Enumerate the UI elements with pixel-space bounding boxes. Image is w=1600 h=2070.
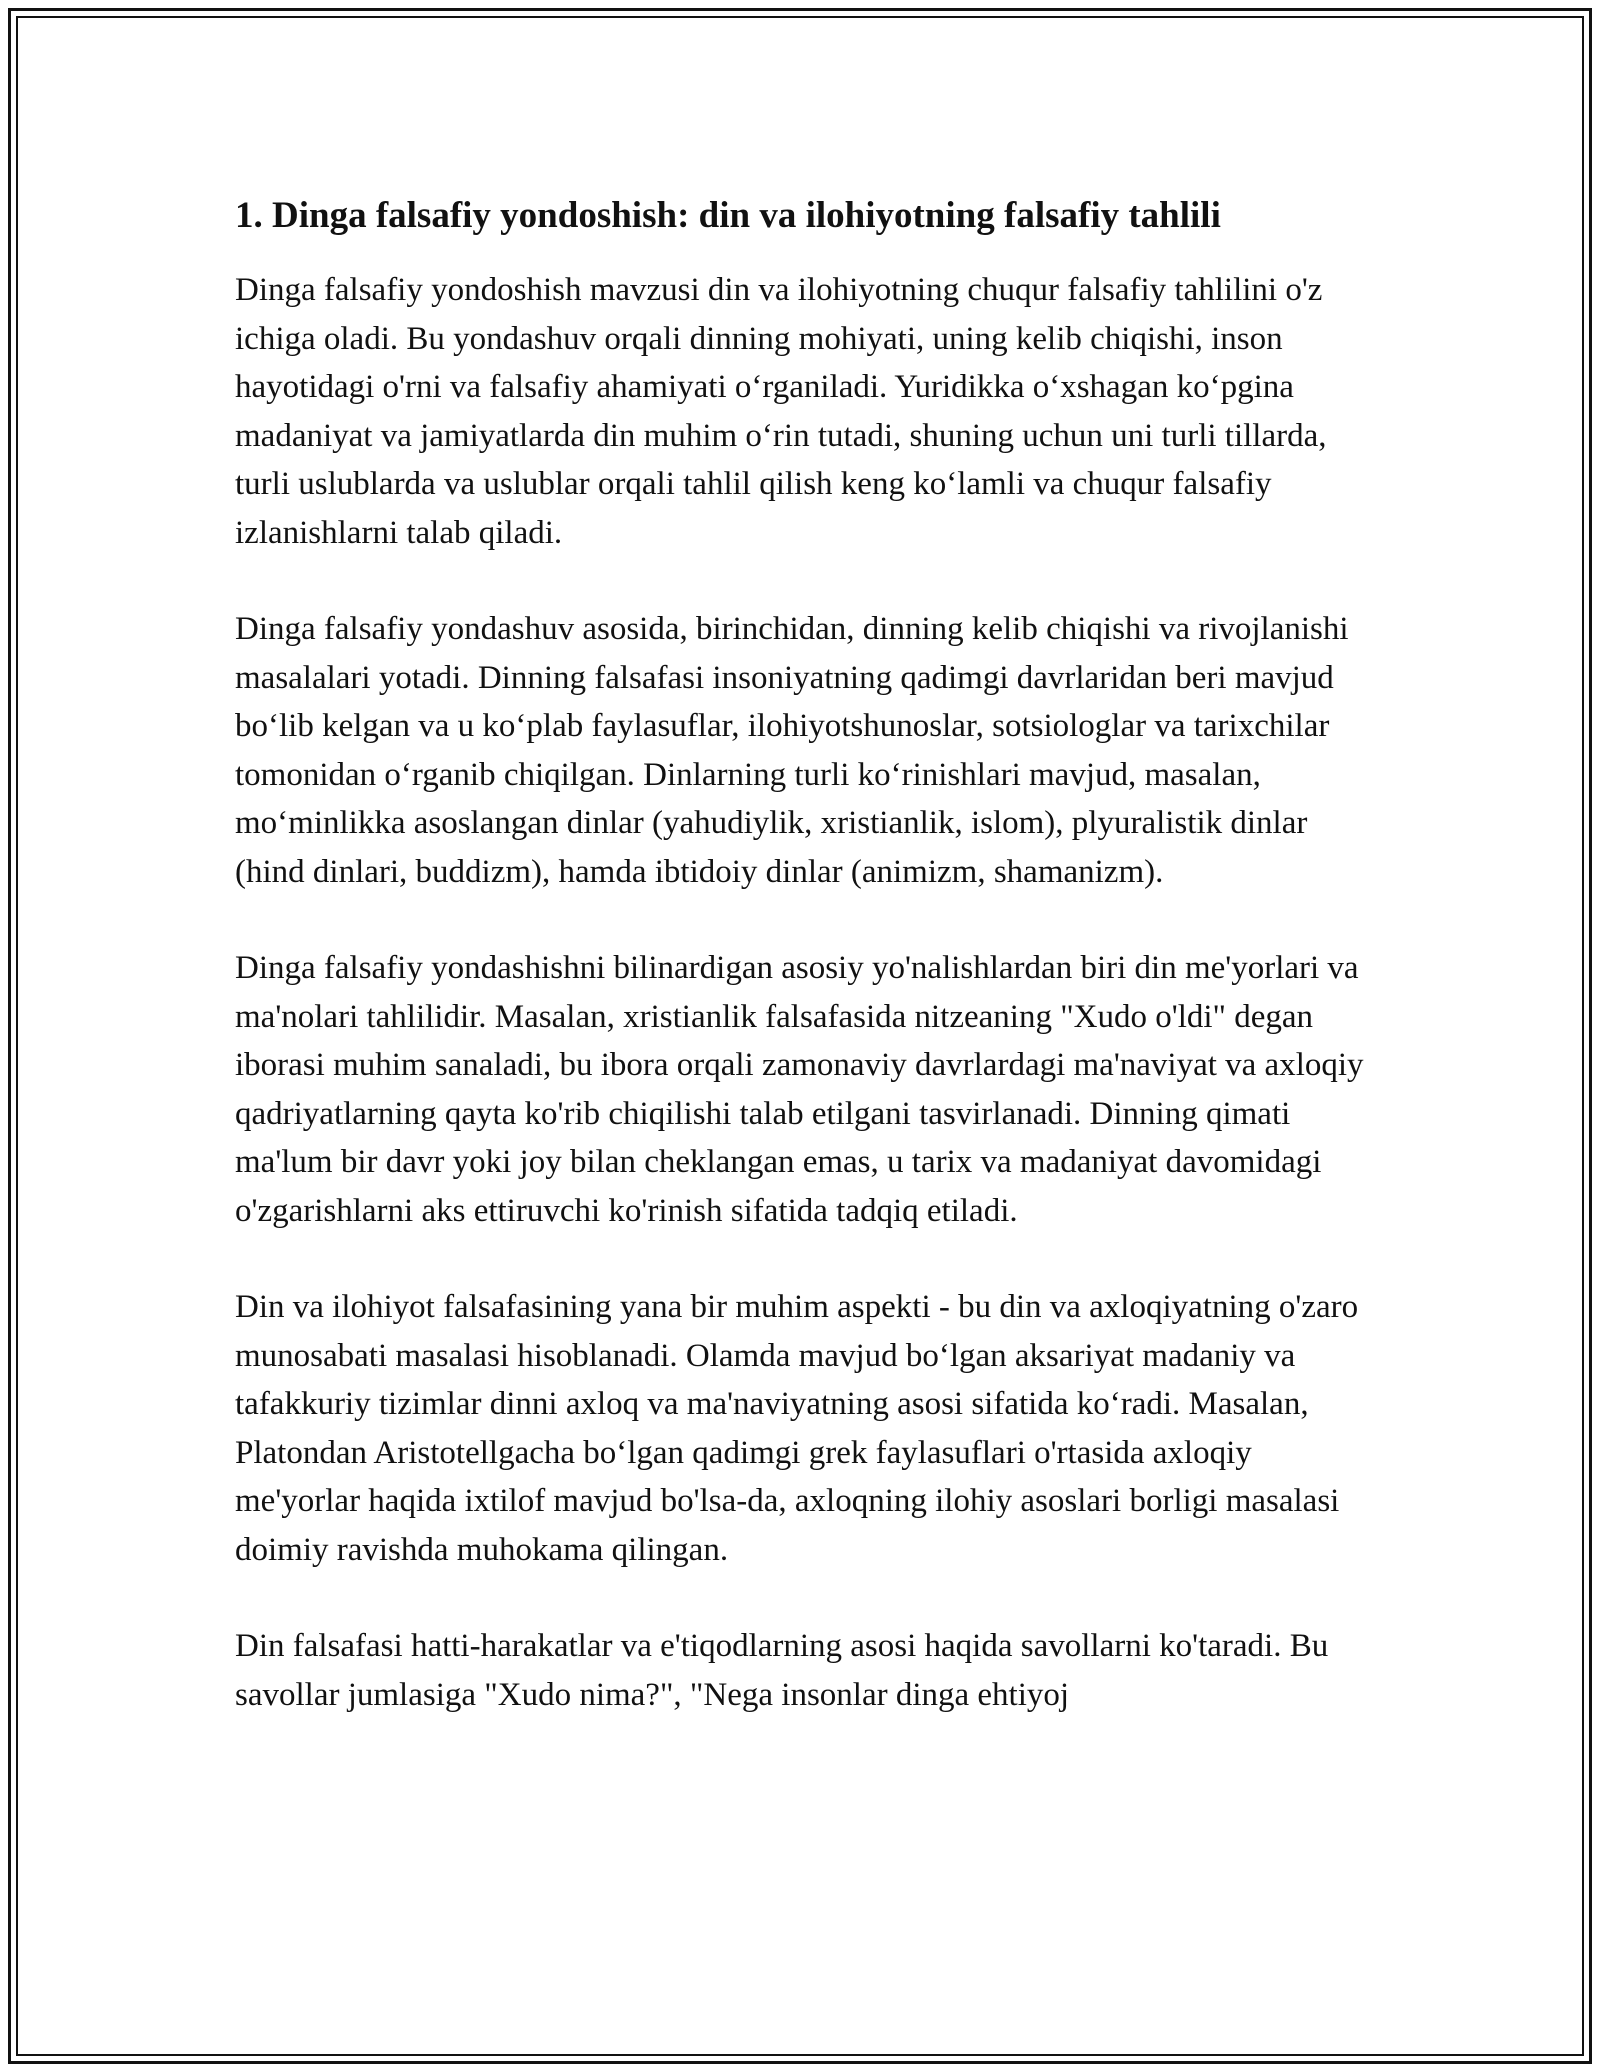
paragraph-1: Dinga falsafiy yondoshish mavzusi din va ilohiyotning chuqur falsafiy tahlilini o'z ichiga oladi. Bu yondashuv orqali dinning mohiyati, uning kelib chiqishi, inson hayotidagi o'rni va falsafiy ahamiyati o‘rganiladi. Yuridikka o‘xshagan ko‘pgina madaniyat va jamiyatlarda din muhim o‘rin tutadi, shuning uchun uni turli tillarda, turli uslublarda va uslublar orqali tahlil qilish keng ko‘lamli va chuqur falsafiy izlanishlarni talab qiladi. — [235, 272, 1327, 551]
paragraph-3: Dinga falsafiy yondashishni bilinardigan asosiy yo'nalishlardan biri din me'yorlari va ma'nolari tahlilidir. Masalan, xristianlik falsafasida nitzeaning "Xudo o'ldi" degan iborasi muhim sanaladi, bu ibora orqali zamonaviy davrlardagi ma'naviyat va axloqiy qadriyatlarning qayta ko'rib chiqilishi talab etilgani tasvirlanadi. Dinning qimati ma'lum bir davr yoki joy bilan cheklangan emas, u tarix va madaniyat davomidagi o'zgarishlarni aks ettiruvchi ko'rinish sifatida tadqiq etiladi. — [235, 950, 1364, 1229]
paragraph-4: Din va ilohiyot falsafasining yana bir muhim aspekti - bu din va axloqiyatning o'zaro munosabati masalasi hisoblanadi. Olamda mavjud bo‘lgan aksariyat madaniy va tafakkuriy tizimlar dinni axloq va ma'naviyatning asosi sifatida ko‘radi. Masalan, Platondan Aristotellgacha bo‘lgan qadimgi grek faylasuflari o'rtasida axloqiy me'yorlar haqida ixtilof mavjud bo'lsa-da, axloqning ilohiy asoslari borligi masalasi doimiy ravishda muhokama qilingan. — [235, 1289, 1359, 1568]
document-body — [235, 190, 1365, 1719]
paragraph-5: Din falsafasi hatti-harakatlar va e'tiqodlarning asosi haqida savollarni ko'taradi. Bu savollar jumlasiga "Xudo nima?", "Nega insonlar dinga ehtiyoj — [235, 1628, 1329, 1713]
section-heading: 1. Dinga falsafiy yondoshish: din va ilohiyotning falsafiy tahlili — [235, 195, 1221, 236]
paragraph-2: Dinga falsafiy yondashuv asosida, birinchidan, dinning kelib chiqishi va rivojlanishi masalalari yotadi. Dinning falsafasi insoniyatning qadimgi davrlaridan beri mavjud bo‘lib kelgan va u ko‘plab faylasuflar, ilohiyotshunoslar, sotsiologlar va tarixchilar tomonidan o‘rganib chiqilgan. Dinlarning turli ko‘rinishlari mavjud, masalan, mo‘minlikka asoslangan dinlar (yahudiylik, xristianlik, islom), plyuralistik dinlar (hind dinlari, buddizm), hamda ibtidoiy dinlar (animizm, shamanizm). — [235, 611, 1349, 890]
